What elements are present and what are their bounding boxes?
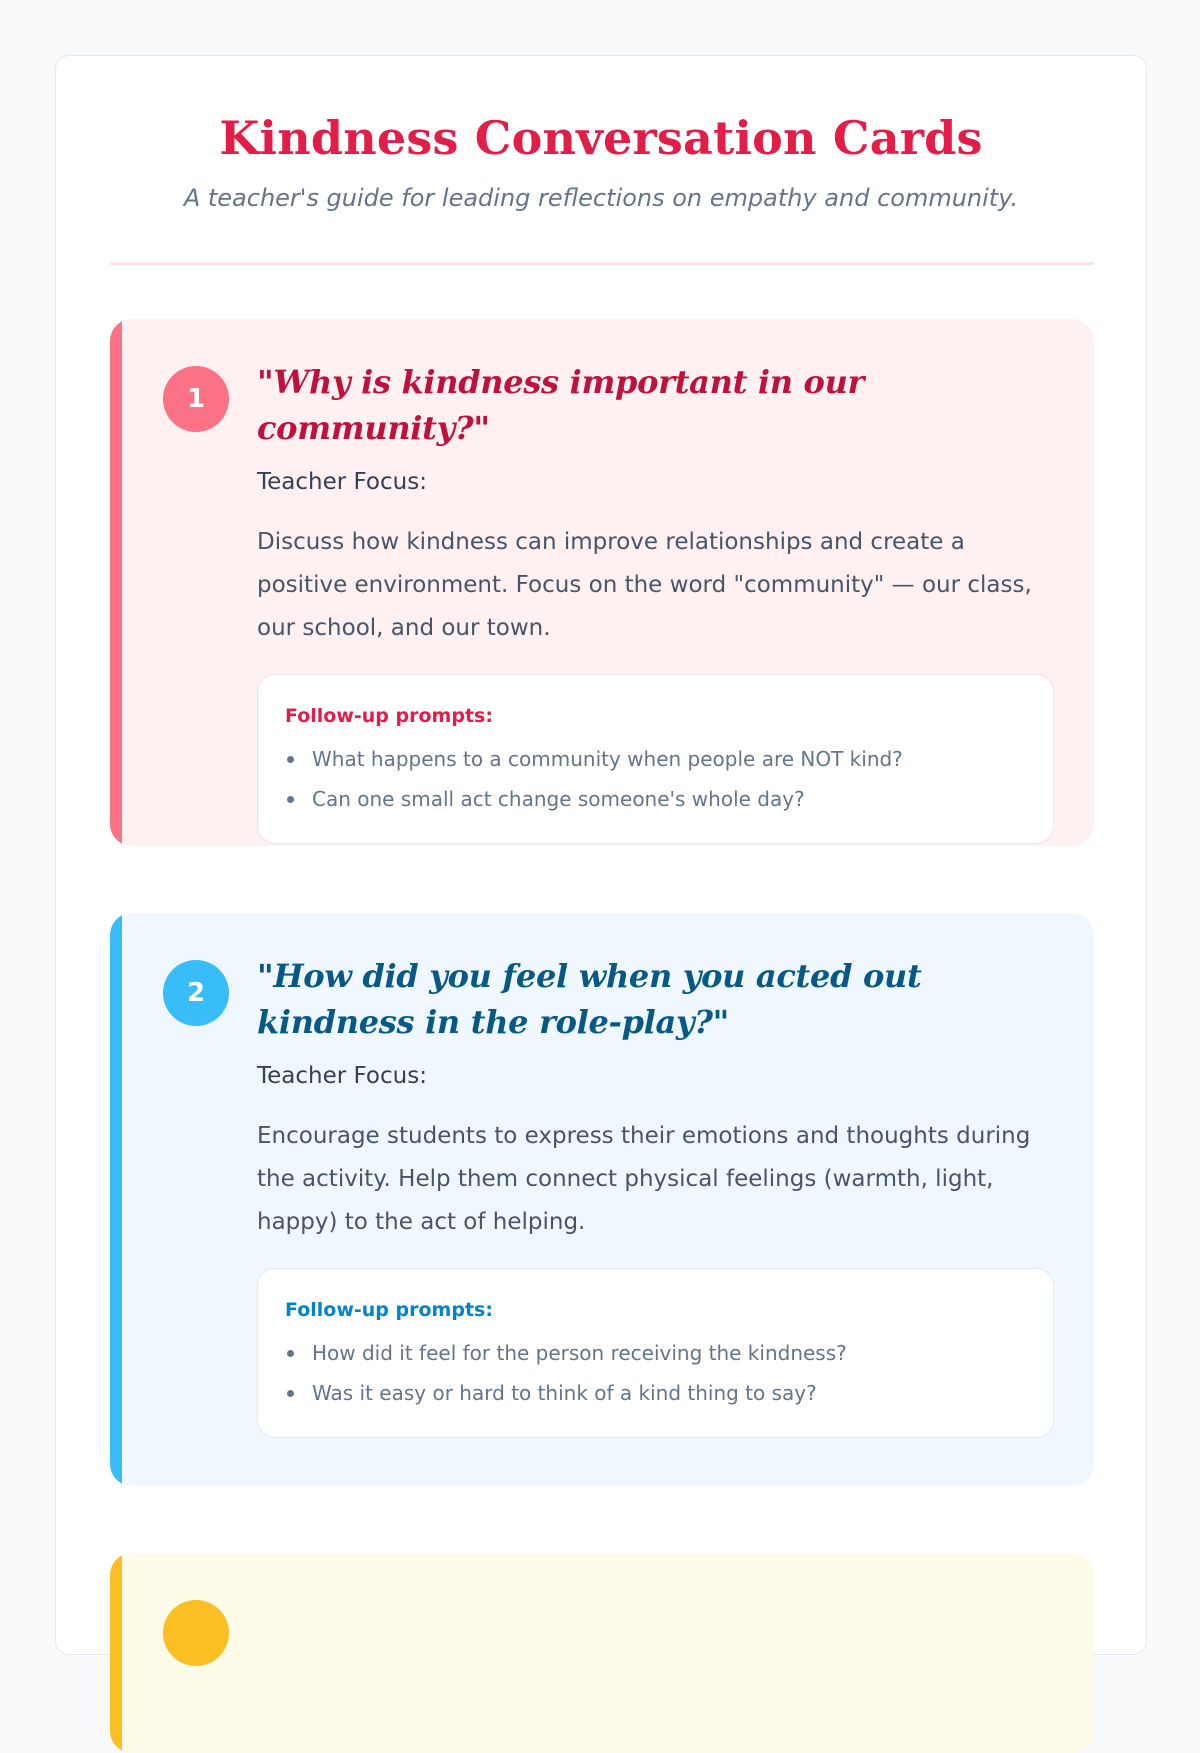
card-number-badge: 2	[163, 960, 229, 1026]
followup-prompt: Can one small act change someone's whole day?	[285, 779, 1027, 819]
followup-box	[257, 1268, 1054, 1438]
card-content	[257, 953, 1054, 1438]
followup-prompt: Was it easy or hard to think of a kind thing to say?	[285, 1373, 1027, 1413]
card-question: "Why is kindness important in our community?"	[257, 363, 865, 447]
followup-label: Follow-up prompts:	[285, 705, 493, 727]
teacher-focus-text: Discuss how kindness can improve relationships and create a positive environment. Focus on the word "community" — our class, our school, and our town.	[257, 529, 1032, 641]
followup-prompt: What happens to a community when people are NOT kind?	[285, 739, 1027, 779]
card-question: "How did you feel when you acted out kindness in the role-play?"	[257, 957, 922, 1041]
page-subtitle: A teacher's guide for leading reflections on empathy and community.	[183, 184, 1019, 212]
guide-page	[55, 55, 1147, 1655]
card-content	[257, 359, 1054, 844]
teacher-focus-label: Teacher Focus:	[257, 469, 427, 495]
followup-prompt: How did it feel for the person receiving the kindness?	[285, 1333, 1027, 1373]
followup-box	[257, 674, 1054, 844]
page-title: Kindness Conversation Cards	[219, 111, 983, 165]
card-number-badge: 1	[163, 366, 229, 432]
conversation-card-2	[110, 913, 1094, 1486]
followup-list	[285, 1333, 1027, 1413]
header-divider	[110, 262, 1094, 265]
card-accent-bar	[110, 1553, 122, 1753]
card-number-badge	[163, 1600, 229, 1666]
conversation-card-3	[110, 1553, 1094, 1753]
followup-list	[285, 739, 1027, 819]
card-accent-bar	[110, 913, 122, 1486]
teacher-focus-label: Teacher Focus:	[257, 1063, 427, 1089]
conversation-card-1	[110, 319, 1094, 846]
followup-label: Follow-up prompts:	[285, 1299, 493, 1321]
card-accent-bar	[110, 319, 122, 846]
page-header	[56, 56, 1146, 214]
teacher-focus-text: Encourage students to express their emotions and thoughts during the activity. Help them connect physical feelings (warmth, light, happy) to the act of helping.	[257, 1123, 1031, 1235]
